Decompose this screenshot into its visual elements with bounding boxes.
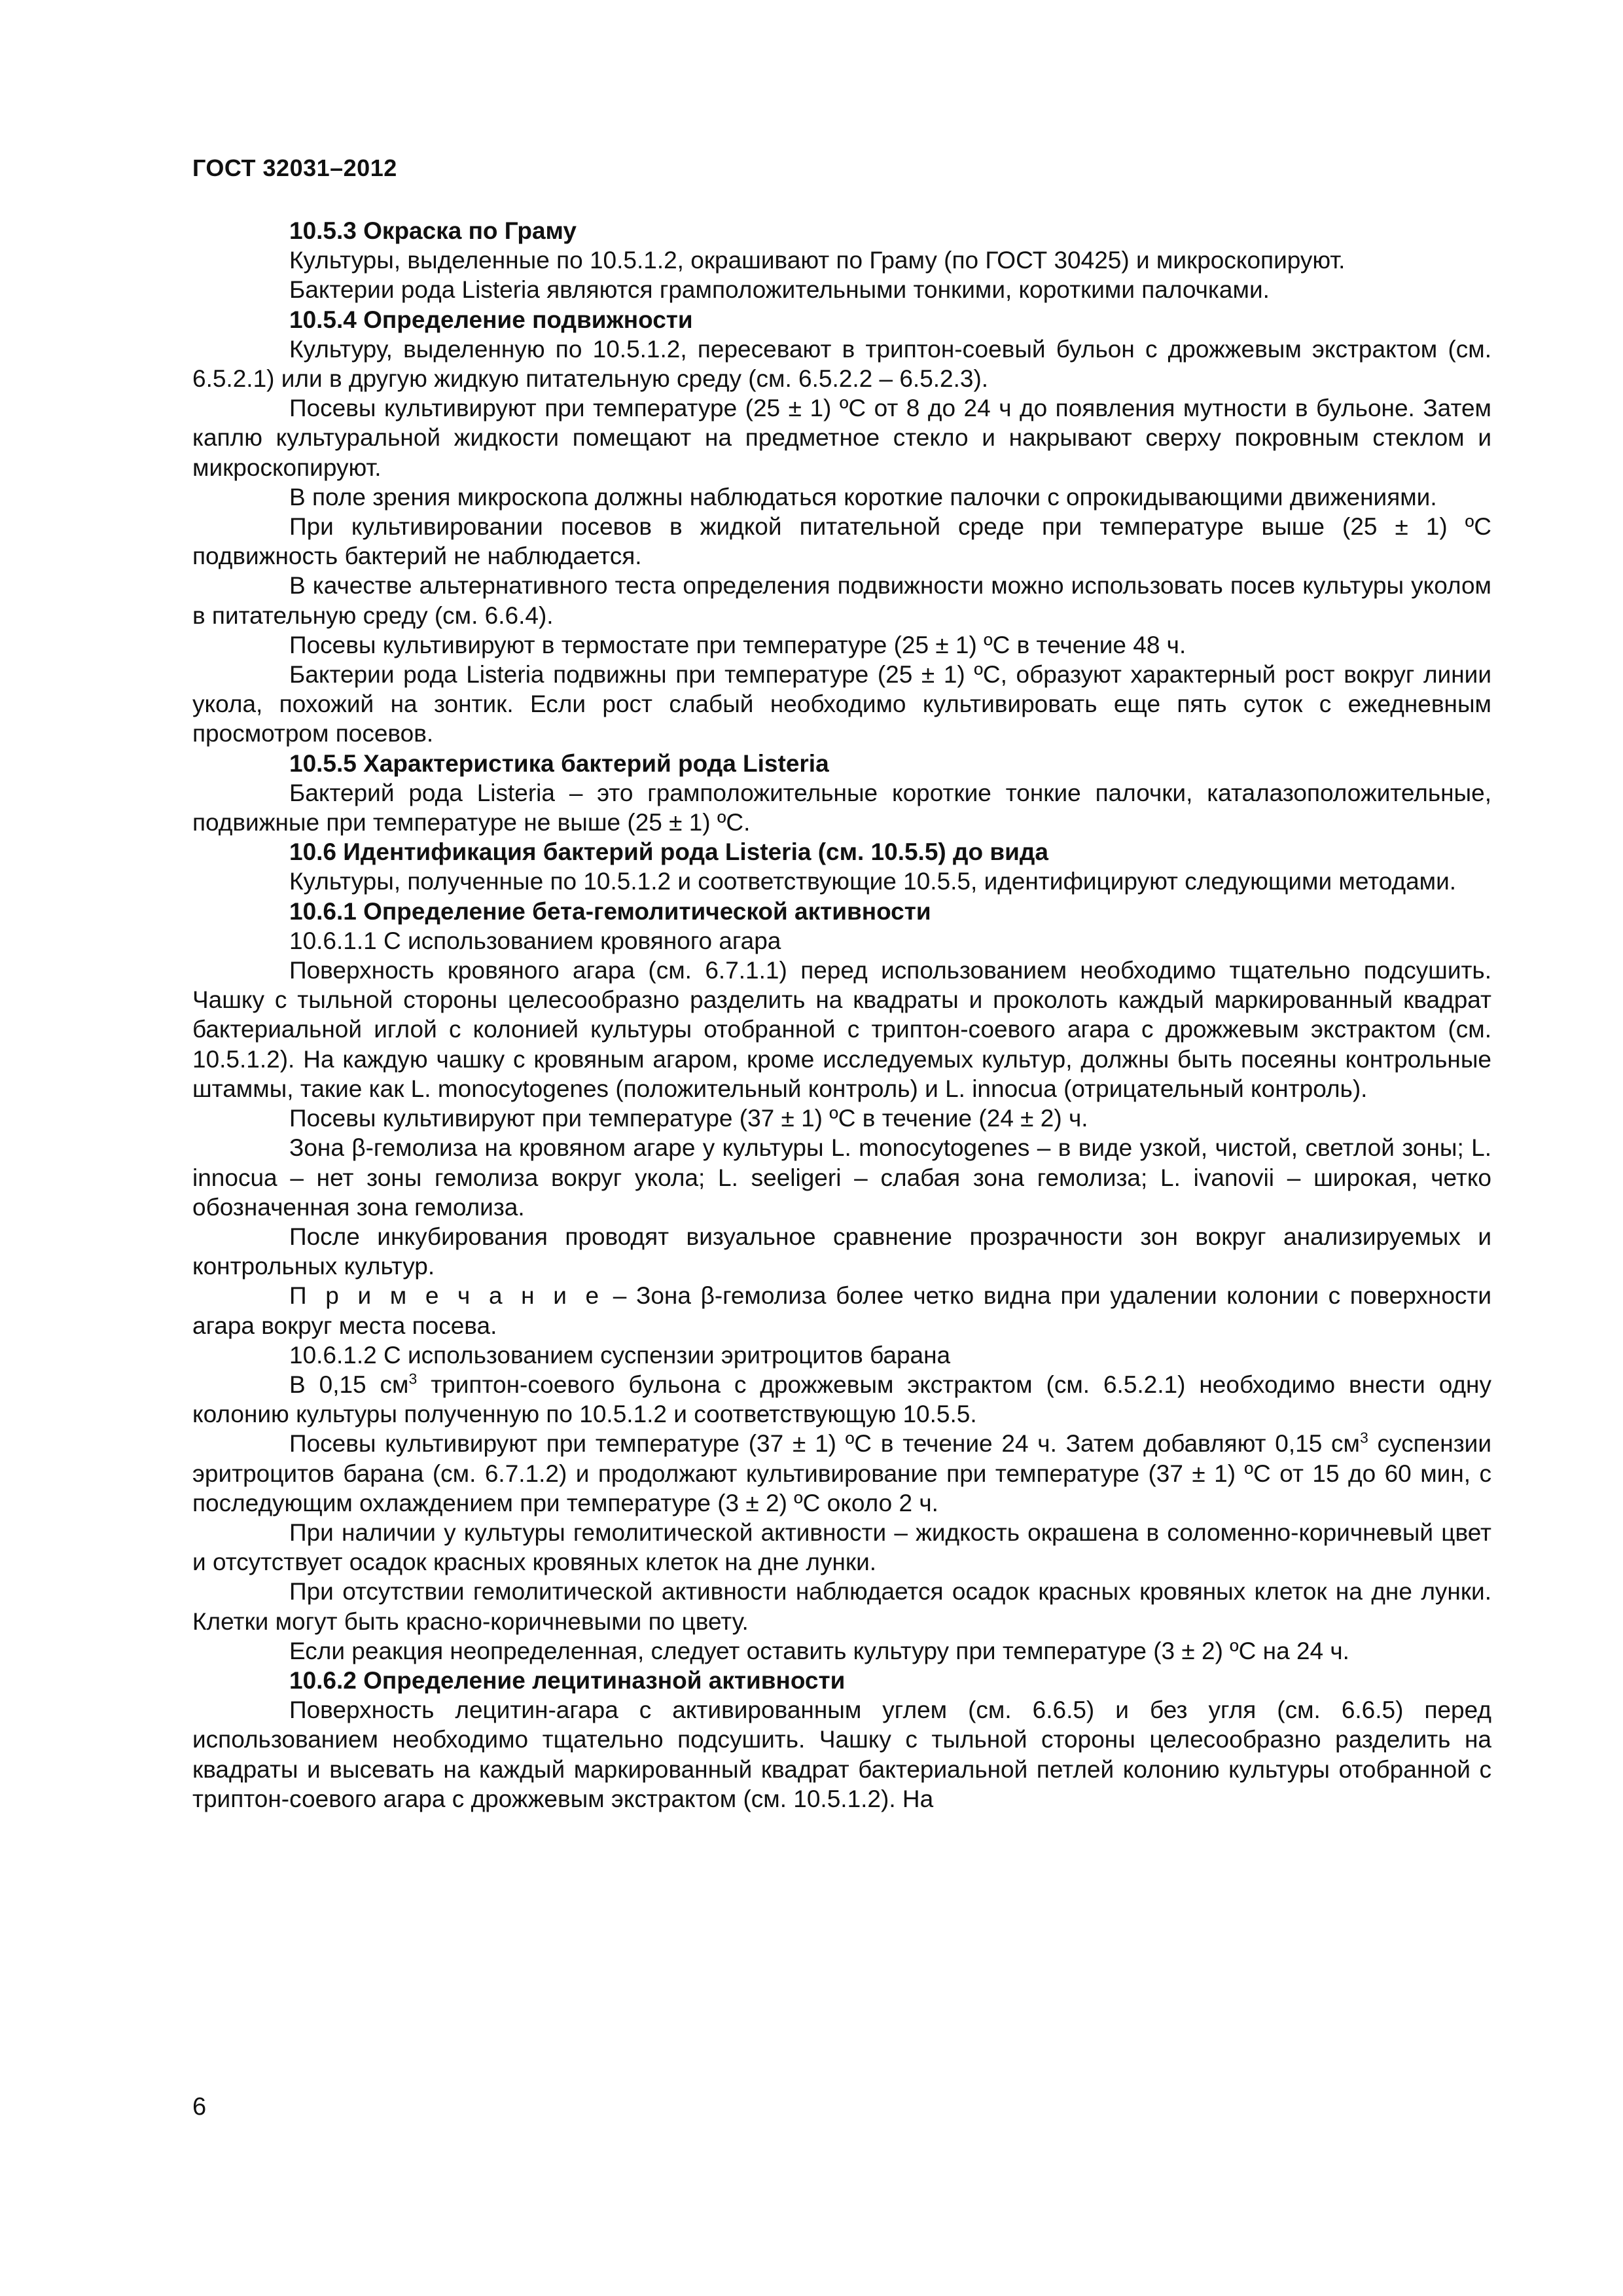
- subsection-10-6-1-2-title: 10.6.1.2 С использованием суспензии эритроцитов барана: [289, 1341, 951, 1369]
- paragraph: [192, 1429, 1491, 1518]
- paragraph: Если реакция неопределенная, следует оставить культуру при температуре (3 ± 2) ºС на 24 ч.: [289, 1637, 1349, 1664]
- paragraph: Зона β-гемолиза на кровяном агаре у культуры L. monocytogenes – в виде узкой, чистой, светлой зоны; L. innocua – нет зоны гемолиза вокруг укола; L. seeligeri – слабая зона гемолиза; L. ivanovii – широкая, четко обозначенная зона гемолиза.: [192, 1134, 1491, 1221]
- paragraph: Посевы культивируют при температуре (37 ± 1) ºС в течение (24 ± 2) ч.: [289, 1105, 1088, 1132]
- note-text: – Зона β-гемолиза более четко видна при удалении колонии с поверхности агара вокруг места посева.: [192, 1282, 1492, 1339]
- paragraph: Посевы культивируют при температуре (25 ± 1) ºС от 8 до 24 ч до появления мутности в бульоне. Затем каплю культуральной жидкости помещают на предметное стекло и накрывают сверху покровным стеклом и микроскопируют.: [192, 395, 1491, 481]
- section-10-6-2-heading: 10.6.2 Определение лецитиназной активности: [289, 1666, 846, 1694]
- paragraph: Культуру, выделенную по 10.5.1.2, пересевают в триптон-соевый бульон с дрожжевым экстрактом (см. 6.5.2.1) или в другую жидкую питательную среду (см. 6.5.2.2 – 6.5.2.3).: [192, 335, 1491, 393]
- paragraph: В поле зрения микроскопа должны наблюдаться короткие палочки с опрокидывающими движениями.: [289, 483, 1437, 511]
- note-label: П р и м е ч а н и е: [289, 1282, 604, 1310]
- paragraph: После инкубирования проводят визуальное сравнение прозрачности зон вокруг анализируемых и контрольных культур.: [192, 1223, 1491, 1280]
- paragraph: При отсутствии гемолитической активности наблюдается осадок красных кровяных клеток на дне лунки. Клетки могут быть красно-коричневыми по цвету.: [192, 1578, 1491, 1635]
- paragraph: [192, 1370, 1491, 1429]
- paragraph: Бактерии рода Listeria подвижны при температуре (25 ± 1) ºС, образуют характерный рост вокруг линии укола, похожий на зонтик. Если рост слабый необходимо культивировать еще пять суток с ежедневным просмотром посевов.: [192, 661, 1491, 747]
- paragraph: Бактерии рода Listeria являются грамположительными тонкими, короткими палочками.: [289, 276, 1270, 304]
- paragraph: Поверхность лецитин-агара с активированным углем (см. 6.6.5) и без угля (см. 6.6.5) перед использованием необходимо тщательно подсушить. Чашку с тыльной стороны целесообразно разделить на квадраты и высевать на каждый маркированный квадрат бактериальной петлей колонию культуры отобранной с триптон-соевого агара с дрожжевым экстрактом (см. 10.5.1.2). На: [192, 1696, 1491, 1812]
- paragraph: При наличии у культуры гемолитической активности – жидкость окрашена в соломенно-коричневый цвет и отсутствует осадок красных кровяных клеток на дне лунки.: [192, 1518, 1491, 1576]
- superscript: 3: [1359, 1429, 1368, 1446]
- paragraph: При культивировании посевов в жидкой питательной среде при температуре выше (25 ± 1) ºС подвижность бактерий не наблюдается.: [192, 513, 1491, 570]
- note-paragraph: [192, 1281, 1491, 1340]
- text-run: суспензии эритроцитов барана (см. 6.7.1.2) и продолжают культивирование при температуре (37 ± 1) ºС от 15 до 60 мин, с последующим охлаждением при температуре (3 ± 2) ºС около 2 ч.: [192, 1430, 1491, 1516]
- text-run: Посевы культивируют при температуре (37 ± 1) ºС в течение 24 ч. Затем добавляют 0,15 см: [289, 1430, 1360, 1458]
- section-10-5-5-heading: 10.5.5 Характеристика бактерий рода Listeria: [289, 749, 829, 777]
- paragraph: Бактерий рода Listeria – это грамположительные короткие тонкие палочки, каталазоположительные, подвижные при температуре не выше (25 ± 1) ºС.: [192, 779, 1491, 836]
- section-10-5-3-heading: 10.5.3 Окраска по Граму: [289, 217, 577, 244]
- standard-header: ГОСТ 32031–2012: [192, 154, 397, 181]
- paragraph: Поверхность кровяного агара (см. 6.7.1.1) перед использованием необходимо тщательно подсушить. Чашку с тыльной стороны целесообразно разделить на квадраты и проколоть каждый маркированный квадрат бактериальной иглой с колонией культуры отобранной с триптон-соевого агара с дрожжевым экстрактом (см. 10.5.1.2). На каждую чашку с кровяным агаром, кроме исследуемых культур, должны быть посеяны контрольные штаммы, такие как L. monocytogenes (положительный контроль) и L. innocua (отрицательный контроль).: [192, 957, 1491, 1102]
- text-run: триптон-соевого бульона с дрожжевым экстрактом (см. 6.5.2.1) необходимо внести одну колонию культуры полученную по 10.5.1.2 и соответствующую 10.5.5.: [192, 1371, 1491, 1428]
- page-number: 6: [192, 2093, 207, 2121]
- section-10-6-heading: 10.6 Идентификация бактерий рода Listeria (см. 10.5.5) до вида: [289, 838, 1048, 866]
- paragraph: Посевы культивируют в термостате при температуре (25 ± 1) ºС в течение 48 ч.: [289, 631, 1186, 658]
- text-run: В 0,15 см: [289, 1371, 409, 1398]
- paragraph: В качестве альтернативного теста определения подвижности можно использовать посев культуры уколом в питательную среду (см. 6.6.4).: [192, 572, 1491, 629]
- subsection-10-6-1-1-title: 10.6.1.1 С использованием кровяного агара: [289, 927, 781, 954]
- section-10-5-4-heading: 10.5.4 Определение подвижности: [289, 306, 693, 333]
- document-body: [192, 216, 1491, 1814]
- superscript: 3: [408, 1370, 418, 1388]
- paragraph: Культуры, выделенные по 10.5.1.2, окрашивают по Граму (по ГОСТ 30425) и микроскопируют.: [289, 247, 1346, 274]
- section-10-6-1-heading: 10.6.1 Определение бета-гемолитической активности: [289, 897, 931, 925]
- paragraph: Культуры, полученные по 10.5.1.2 и соответствующие 10.5.5, идентифицируют следующими методами.: [289, 868, 1457, 895]
